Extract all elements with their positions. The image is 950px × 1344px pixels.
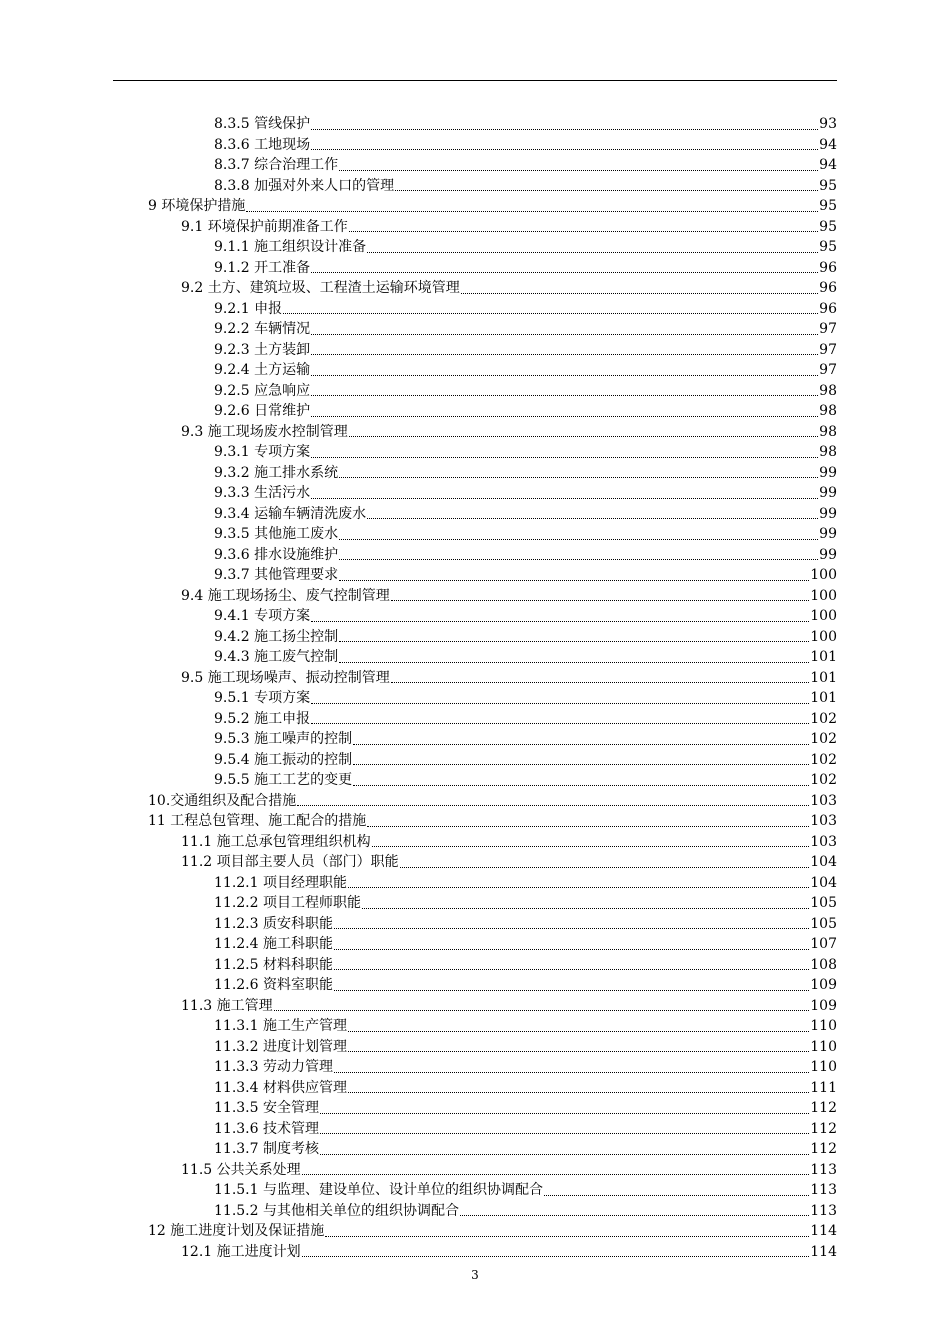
dot-leader [274,1010,810,1011]
toc-entry-title: 11.2.3 质安科职能 [214,915,333,932]
toc-entry-page: 99 [819,464,837,481]
toc-entry-page: 103 [810,813,837,829]
toc-entry-title: 11.2.5 材料科职能 [214,956,333,973]
toc-entry-title: 8.3.8 加强对外来人口的管理 [214,177,395,194]
toc-entry[interactable] [0,811,837,832]
toc-entry-page: 105 [810,895,837,911]
toc-entry[interactable] [0,196,837,217]
toc-entry-page: 111 [810,1079,837,1096]
dot-leader [391,682,810,683]
toc-entry-page: 105 [810,915,837,932]
dot-leader [311,354,818,355]
toc-entry-page: 109 [810,997,837,1014]
toc-entry-title: 11.3.5 安全管理 [214,1100,319,1116]
dot-leader [349,231,818,232]
dot-leader [311,621,809,622]
toc-entry-title: 11.2 项目部主要人员（部门）职能 [181,854,399,870]
toc-entry-page: 104 [810,874,837,891]
toc-entry-title: 11.5.1 与监理、建设单位、设计单位的组织协调配合 [214,1182,543,1198]
dot-leader [297,805,809,806]
toc-entry-page: 100 [810,567,837,583]
dot-leader [348,887,809,888]
toc-entry-page: 110 [810,1018,837,1034]
toc-entry[interactable] [0,606,837,627]
toc-entry-title: 11.3.2 进度计划管理 [214,1038,347,1055]
toc-entry-title: 11.2.6 资料室职能 [214,977,333,993]
dot-leader [311,703,809,704]
toc-entry[interactable] [0,996,837,1017]
toc-entry[interactable] [0,688,837,709]
toc-entry-title: 9.2.1 申报 [214,300,283,317]
dot-leader [349,436,818,437]
toc-entry-page: 113 [810,1202,837,1219]
toc-entry-page: 100 [810,587,837,604]
dot-leader [339,477,818,478]
toc-entry-page: 95 [819,177,837,194]
toc-entry-title: 9.2.5 应急响应 [214,382,311,399]
toc-entry[interactable] [0,1119,837,1140]
toc-entry-page: 99 [819,505,837,522]
toc-entry-page: 102 [810,710,837,727]
toc-entry-title: 9.2 土方、建筑垃圾、工程渣土运输环境管理 [181,280,460,296]
toc-entry[interactable] [0,586,837,607]
toc-entry-title: 11.3.1 施工生产管理 [214,1018,347,1034]
dot-leader [311,457,818,458]
page-number: 3 [471,1268,479,1282]
toc-entry[interactable] [0,278,837,299]
toc-entry-title: 11.3.7 制度考核 [214,1141,319,1157]
toc-entry-page: 93 [819,116,837,132]
toc-entry[interactable] [0,299,837,320]
dot-leader [339,580,809,581]
dot-leader [339,641,809,642]
dot-leader [320,1113,809,1114]
toc-entry-title: 9.3.5 其他施工废水 [214,526,339,542]
toc-entry[interactable] [0,1180,837,1201]
toc-entry[interactable] [0,668,837,689]
toc-entry[interactable] [0,750,837,771]
dot-leader [311,498,818,499]
toc-entry[interactable] [0,422,837,443]
dot-leader [334,990,809,991]
toc-entry-page: 99 [819,546,837,563]
toc-entry-page: 114 [810,1243,837,1260]
toc-entry[interactable] [0,135,837,156]
toc-entry-page: 97 [819,341,837,358]
toc-entry[interactable] [0,565,837,586]
toc-entry[interactable] [0,873,837,894]
toc-entry-title: 12.1 施工进度计划 [181,1243,301,1260]
dot-leader [311,395,818,396]
toc-entry[interactable] [0,1201,837,1222]
toc-entry-page: 96 [819,300,837,317]
toc-entry-page: 109 [810,977,837,993]
toc-entry[interactable] [0,340,837,361]
toc-entry[interactable] [0,381,837,402]
toc-entry[interactable] [0,1139,837,1160]
toc-entry-title: 9.3.4 运输车辆清洗废水 [214,505,367,522]
toc-entry-title: 9.4.2 施工扬尘控制 [214,628,339,645]
toc-entry[interactable] [0,852,837,873]
toc-entry-title: 12 施工进度计划及保证措施 [148,1223,325,1239]
toc-entry-page: 100 [810,608,837,624]
dot-leader [320,1154,809,1155]
toc-entry-page: 94 [819,136,837,153]
toc-entry-page: 98 [819,444,837,460]
toc-entry[interactable] [0,975,837,996]
toc-entry[interactable] [0,832,837,853]
dot-leader [311,334,818,335]
toc-entry-title: 9.5.2 施工申报 [214,710,311,727]
dot-leader [339,539,818,540]
dot-leader [246,211,818,212]
toc-entry[interactable] [0,627,837,648]
toc-entry-title: 11.2.4 施工科职能 [214,936,333,952]
toc-entry[interactable] [0,319,837,340]
dot-leader [339,170,818,171]
dot-leader [302,1174,810,1175]
toc-entry-title: 9.1.2 开工准备 [214,259,311,276]
toc-entry[interactable] [0,1016,837,1037]
toc-entry-title: 9.3.7 其他管理要求 [214,567,339,583]
toc-entry[interactable] [0,463,837,484]
toc-entry-page: 96 [819,280,837,296]
toc-entry-page: 95 [819,198,837,214]
toc-entry[interactable] [0,217,837,238]
toc-entry[interactable] [0,504,837,525]
dot-leader [395,190,818,191]
dot-leader [348,1092,809,1093]
toc-entry[interactable] [0,258,837,279]
toc-entry-page: 107 [810,936,837,952]
toc-entry-page: 96 [819,259,837,276]
toc-entry-title: 8.3.5 管线保护 [214,116,311,132]
toc-entry-title: 11 工程总包管理、施工配合的措施 [148,813,367,829]
toc-entry[interactable] [0,1078,837,1099]
dot-leader [461,293,818,294]
toc-entry-page: 98 [819,423,837,440]
toc-entry-title: 9.2.6 日常维护 [214,403,311,419]
toc-entry-title: 11.1 施工总承包管理组织机构 [181,833,371,850]
toc-entry-page: 95 [819,239,837,255]
toc-entry-title: 9.5 施工现场噪声、振动控制管理 [181,669,390,686]
toc-entry[interactable] [0,1098,837,1119]
toc-entry-page: 112 [810,1120,837,1137]
toc-entry-title: 9.3 施工现场废水控制管理 [181,423,348,440]
toc-entry[interactable] [0,1221,837,1242]
toc-entry-page: 99 [819,485,837,501]
toc-entry[interactable] [0,155,837,176]
dot-leader [311,375,818,376]
toc-entry-title: 11.3.4 材料供应管理 [214,1079,347,1096]
toc-entry-page: 102 [810,772,837,788]
toc-entry-title: 11.2.1 项目经理职能 [214,874,347,891]
toc-entry-page: 94 [819,157,837,173]
toc-entry[interactable] [0,791,837,812]
toc-entry[interactable] [0,360,837,381]
toc-entry-title: 11.5.2 与其他相关单位的组织协调配合 [214,1202,459,1219]
toc-entry-title: 9.5.5 施工工艺的变更 [214,772,353,788]
dot-leader [339,559,818,560]
toc-entry-title: 9.2.2 车辆情况 [214,321,311,337]
toc-entry-page: 112 [810,1141,837,1157]
dot-leader [353,764,809,765]
dot-leader [460,1215,809,1216]
toc-entry[interactable] [0,709,837,730]
toc-entry-title: 9.5.4 施工振动的控制 [214,751,353,768]
dot-leader [334,928,809,929]
toc-entry-page: 97 [819,321,837,337]
toc-entry-title: 8.3.6 工地现场 [214,136,311,153]
dot-leader [311,129,818,130]
toc-entry-title: 11.3 施工管理 [181,997,273,1014]
toc-entry-title: 9.3.6 排水设施维护 [214,546,339,563]
toc-entry[interactable] [0,1037,837,1058]
toc-entry-title: 9.5.1 专项方案 [214,690,311,706]
toc-entry[interactable] [0,524,837,545]
toc-entry-page: 100 [810,628,837,645]
toc-entry-title: 11.2.2 项目工程师职能 [214,895,361,911]
dot-leader [311,272,818,273]
dot-leader [367,252,818,253]
toc-entry-page: 95 [819,218,837,235]
header-rule [113,80,837,81]
toc-entry-title: 11.3.6 技术管理 [214,1120,319,1137]
toc-entry-page: 104 [810,854,837,870]
toc-entry-page: 101 [810,649,837,665]
toc-entry[interactable] [0,483,837,504]
dot-leader [353,785,809,786]
dot-leader [367,518,818,519]
toc-entry[interactable] [0,237,837,258]
toc-entry-page: 113 [810,1182,837,1198]
toc-entry-page: 98 [819,382,837,399]
toc-entry-page: 114 [810,1223,837,1239]
dot-leader [391,600,810,601]
dot-leader [372,846,810,847]
toc-entry-title: 10.交通组织及配合措施 [148,792,297,809]
toc-entry-title: 9.3.2 施工排水系统 [214,464,339,481]
toc-entry-page: 113 [810,1161,837,1178]
toc-entry-title: 9.2.3 土方装卸 [214,341,311,358]
toc-entry-page: 99 [819,526,837,542]
toc-entry-page: 103 [810,792,837,809]
dot-leader [283,313,818,314]
toc-entry-title: 11.3.3 劳动力管理 [214,1059,333,1075]
dot-leader [311,149,818,150]
toc-entry[interactable] [0,442,837,463]
toc-entry[interactable] [0,955,837,976]
toc-entry-page: 108 [810,956,837,973]
dot-leader [544,1195,809,1196]
toc-entry-title: 8.3.7 综合治理工作 [214,157,339,173]
toc-entry-page: 103 [810,833,837,850]
toc-entry[interactable] [0,401,837,422]
toc-entry[interactable] [0,893,837,914]
toc-entry-page: 101 [810,690,837,706]
toc-entry-page: 102 [810,731,837,747]
toc-entry-title: 9.4.1 专项方案 [214,608,311,624]
dot-leader [302,1256,810,1257]
dot-leader [400,867,810,868]
toc-entry-page: 112 [810,1100,837,1116]
toc-entry[interactable] [0,1057,837,1078]
toc-entry[interactable] [0,114,837,135]
toc-entry-title: 9.4.3 施工废气控制 [214,649,339,665]
toc-entry[interactable] [0,545,837,566]
toc-entry[interactable] [0,1242,837,1263]
dot-leader [348,1031,809,1032]
toc-entry-title: 9.3.3 生活污水 [214,485,311,501]
dot-leader [353,744,809,745]
toc-entry[interactable] [0,647,837,668]
dot-leader [320,1133,809,1134]
toc-entry[interactable] [0,729,837,750]
toc-entry-page: 98 [819,403,837,419]
toc-entry[interactable] [0,176,837,197]
dot-leader [311,723,809,724]
dot-leader [325,1236,809,1237]
toc-entry-title: 9.4 施工现场扬尘、废气控制管理 [181,587,390,604]
toc-entry-title: 9.3.1 专项方案 [214,444,311,460]
toc-entry-page: 102 [810,751,837,768]
toc-entry-page: 97 [819,362,837,378]
toc-entry-title: 9.1.1 施工组织设计准备 [214,239,367,255]
toc-entry-title: 9.2.4 土方运输 [214,362,311,378]
toc-entry[interactable] [0,770,837,791]
dot-leader [367,826,809,827]
toc-entry-page: 101 [810,669,837,686]
toc-entry-title: 9.5.3 施工噪声的控制 [214,731,353,747]
toc-entry[interactable] [0,1160,837,1181]
dot-leader [348,1051,809,1052]
dot-leader [334,949,809,950]
table-of-contents [0,114,950,1262]
toc-entry-title: 9 环境保护措施 [148,198,246,214]
dot-leader [339,662,809,663]
toc-entry-page: 110 [810,1038,837,1055]
dot-leader [334,969,809,970]
toc-entry-title: 9.1 环境保护前期准备工作 [181,218,348,235]
dot-leader [334,1072,809,1073]
toc-entry-title: 11.5 公共关系处理 [181,1161,301,1178]
toc-entry[interactable] [0,934,837,955]
dot-leader [362,908,809,909]
toc-entry-page: 110 [810,1059,837,1075]
toc-entry[interactable] [0,914,837,935]
dot-leader [311,416,818,417]
